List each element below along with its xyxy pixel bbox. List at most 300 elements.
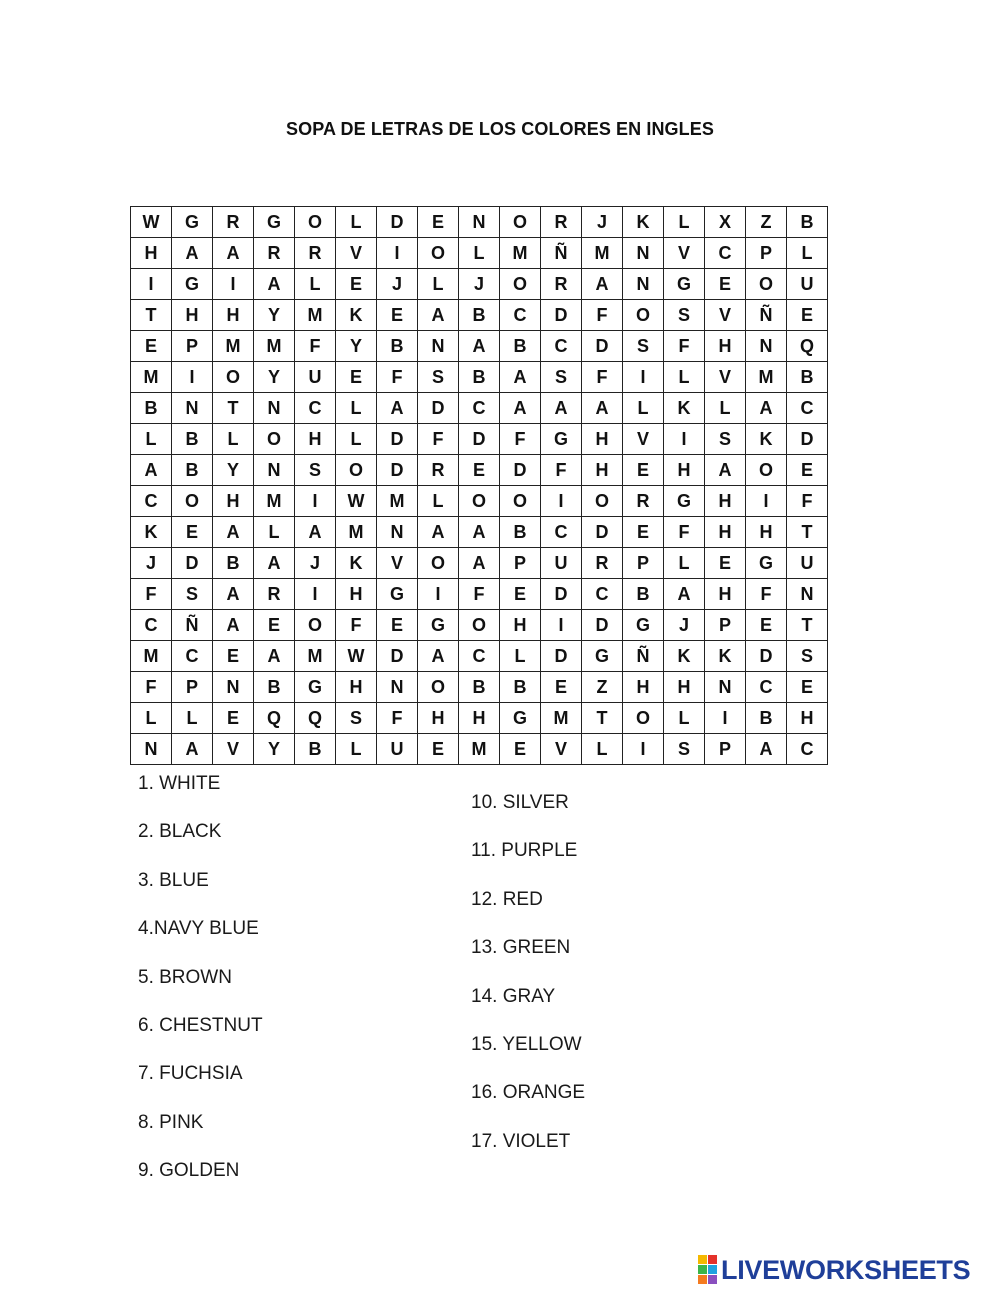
grid-cell: X xyxy=(705,207,746,238)
word-list-item: 8. PINK xyxy=(138,1111,204,1133)
grid-cell: G xyxy=(541,424,582,455)
grid-cell: E xyxy=(254,610,295,641)
word-list-item: 10. SILVER xyxy=(471,792,569,813)
grid-row xyxy=(131,548,828,579)
grid-cell: I xyxy=(377,238,418,269)
grid-cell: U xyxy=(787,269,828,300)
grid-cell: E xyxy=(377,610,418,641)
grid-cell: L xyxy=(705,393,746,424)
grid-cell: T xyxy=(582,703,623,734)
grid-cell: Q xyxy=(295,703,336,734)
grid-cell: L xyxy=(254,517,295,548)
grid-row xyxy=(131,672,828,703)
grid-cell: E xyxy=(336,362,377,393)
grid-cell: P xyxy=(172,672,213,703)
grid-cell: F xyxy=(377,362,418,393)
grid-cell: E xyxy=(705,269,746,300)
word-list-item: 15. YELLOW xyxy=(471,1033,582,1055)
grid-cell: K xyxy=(705,641,746,672)
grid-cell: L xyxy=(172,703,213,734)
grid-cell: J xyxy=(664,610,705,641)
grid-cell: O xyxy=(254,424,295,455)
word-list-item: 13. GREEN xyxy=(471,937,571,959)
grid-cell: H xyxy=(336,672,377,703)
grid-row xyxy=(131,362,828,393)
grid-cell: L xyxy=(418,486,459,517)
grid-cell: U xyxy=(377,734,418,765)
grid-cell: M xyxy=(500,238,541,269)
grid-cell: S xyxy=(336,703,377,734)
grid-cell: D xyxy=(377,455,418,486)
grid-cell: V xyxy=(541,734,582,765)
grid-cell: L xyxy=(131,424,172,455)
grid-cell: R xyxy=(295,238,336,269)
grid-cell: G xyxy=(746,548,787,579)
grid-cell: E xyxy=(500,579,541,610)
grid-cell: M xyxy=(582,238,623,269)
grid-cell: K xyxy=(336,548,377,579)
grid-cell: V xyxy=(705,362,746,393)
logo-square xyxy=(708,1275,717,1284)
grid-cell: F xyxy=(746,579,787,610)
grid-cell: H xyxy=(705,486,746,517)
word-list-item: 12. RED xyxy=(471,888,543,910)
grid-cell: V xyxy=(336,238,377,269)
grid-cell: L xyxy=(418,269,459,300)
grid-cell: D xyxy=(377,424,418,455)
grid-row xyxy=(131,269,828,300)
grid-cell: A xyxy=(418,300,459,331)
grid-row xyxy=(131,517,828,548)
grid-cell: M xyxy=(541,703,582,734)
grid-cell: I xyxy=(418,579,459,610)
word-list-item: 11. PURPLE xyxy=(471,840,578,862)
grid-cell: G xyxy=(582,641,623,672)
grid-cell: H xyxy=(418,703,459,734)
grid-cell: A xyxy=(582,269,623,300)
grid-cell: A xyxy=(500,362,541,393)
grid-cell: N xyxy=(254,393,295,424)
grid-cell: H xyxy=(787,703,828,734)
grid-cell: O xyxy=(746,455,787,486)
grid-cell: B xyxy=(459,672,500,703)
grid-cell: D xyxy=(459,424,500,455)
grid-cell: O xyxy=(500,207,541,238)
grid-cell: E xyxy=(213,703,254,734)
grid-cell: E xyxy=(172,517,213,548)
grid-cell: R xyxy=(254,238,295,269)
logo-square xyxy=(708,1255,717,1264)
grid-cell: B xyxy=(295,734,336,765)
grid-cell: F xyxy=(336,610,377,641)
grid-cell: D xyxy=(377,207,418,238)
grid-cell: K xyxy=(623,207,664,238)
grid-cell: L xyxy=(295,269,336,300)
grid-cell: M xyxy=(377,486,418,517)
grid-cell: N xyxy=(623,238,664,269)
grid-cell: F xyxy=(459,579,500,610)
grid-cell: W xyxy=(336,486,377,517)
grid-cell: A xyxy=(582,393,623,424)
grid-cell: I xyxy=(541,486,582,517)
grid-cell: H xyxy=(213,486,254,517)
grid-cell: L xyxy=(213,424,254,455)
grid-cell: E xyxy=(418,734,459,765)
grid-cell: A xyxy=(172,734,213,765)
grid-cell: R xyxy=(254,579,295,610)
grid-cell: P xyxy=(500,548,541,579)
grid-row xyxy=(131,486,828,517)
grid-cell: A xyxy=(172,238,213,269)
grid-cell: B xyxy=(787,362,828,393)
grid-cell: I xyxy=(172,362,213,393)
grid-cell: F xyxy=(418,424,459,455)
grid-cell: E xyxy=(787,300,828,331)
grid-row xyxy=(131,734,828,765)
grid-cell: R xyxy=(541,269,582,300)
grid-cell: L xyxy=(664,548,705,579)
grid-cell: I xyxy=(541,610,582,641)
word-list-item: 1. WHITE xyxy=(138,773,221,794)
grid-cell: C xyxy=(787,393,828,424)
grid-cell: A xyxy=(377,393,418,424)
grid-cell: F xyxy=(377,703,418,734)
grid-cell: O xyxy=(623,703,664,734)
grid-cell: E xyxy=(418,207,459,238)
grid-cell: H xyxy=(664,455,705,486)
grid-cell: H xyxy=(746,517,787,548)
grid-cell: M xyxy=(213,331,254,362)
grid-cell: D xyxy=(541,579,582,610)
grid-cell: F xyxy=(541,455,582,486)
grid-row xyxy=(131,579,828,610)
grid-cell: A xyxy=(664,579,705,610)
grid-cell: N xyxy=(787,579,828,610)
grid-cell: A xyxy=(541,393,582,424)
grid-cell: M xyxy=(459,734,500,765)
grid-cell: Q xyxy=(787,331,828,362)
grid-cell: A xyxy=(705,455,746,486)
grid-cell: D xyxy=(541,641,582,672)
grid-row xyxy=(131,641,828,672)
grid-cell: H xyxy=(582,424,623,455)
grid-cell: F xyxy=(500,424,541,455)
grid-cell: D xyxy=(582,517,623,548)
grid-cell: F xyxy=(582,300,623,331)
grid-cell: N xyxy=(459,207,500,238)
grid-cell: F xyxy=(582,362,623,393)
grid-cell: M xyxy=(336,517,377,548)
grid-cell: A xyxy=(213,579,254,610)
grid-cell: O xyxy=(459,610,500,641)
grid-cell: K xyxy=(746,424,787,455)
grid-cell: Y xyxy=(254,734,295,765)
grid-cell: Ñ xyxy=(172,610,213,641)
grid-cell: O xyxy=(295,610,336,641)
grid-cell: C xyxy=(295,393,336,424)
grid-cell: S xyxy=(787,641,828,672)
word-list-right xyxy=(471,792,585,1179)
word-search-grid xyxy=(130,206,828,765)
page-title: SOPA DE LETRAS DE LOS COLORES EN INGLES xyxy=(286,119,714,139)
grid-cell: S xyxy=(705,424,746,455)
grid-cell: L xyxy=(664,207,705,238)
grid-row xyxy=(131,207,828,238)
grid-cell: H xyxy=(623,672,664,703)
grid-cell: F xyxy=(295,331,336,362)
grid-row xyxy=(131,455,828,486)
grid-cell: D xyxy=(582,331,623,362)
logo-square xyxy=(708,1265,717,1274)
grid-cell: P xyxy=(705,610,746,641)
grid-cell: Q xyxy=(254,703,295,734)
grid-cell: T xyxy=(787,517,828,548)
grid-cell: D xyxy=(746,641,787,672)
grid-cell: C xyxy=(459,641,500,672)
grid-cell: B xyxy=(459,300,500,331)
grid-cell: F xyxy=(131,579,172,610)
grid-cell: Ñ xyxy=(541,238,582,269)
grid-cell: O xyxy=(746,269,787,300)
grid-cell: A xyxy=(213,517,254,548)
grid-row xyxy=(131,238,828,269)
grid-cell: B xyxy=(787,207,828,238)
grid-cell: B xyxy=(746,703,787,734)
grid-cell: N xyxy=(705,672,746,703)
grid-cell: G xyxy=(172,269,213,300)
grid-cell: E xyxy=(705,548,746,579)
grid-cell: E xyxy=(787,672,828,703)
grid-cell: L xyxy=(623,393,664,424)
grid-cell: A xyxy=(254,548,295,579)
grid-cell: O xyxy=(500,269,541,300)
grid-cell: V xyxy=(213,734,254,765)
grid-cell: O xyxy=(582,486,623,517)
grid-row xyxy=(131,703,828,734)
grid-cell: D xyxy=(500,455,541,486)
grid-cell: G xyxy=(172,207,213,238)
grid-cell: E xyxy=(459,455,500,486)
grid-cell: A xyxy=(500,393,541,424)
grid-cell: E xyxy=(500,734,541,765)
grid-row xyxy=(131,300,828,331)
grid-cell: C xyxy=(746,672,787,703)
grid-cell: C xyxy=(459,393,500,424)
logo-mark-icon xyxy=(698,1255,718,1285)
grid-cell: W xyxy=(336,641,377,672)
grid-cell: P xyxy=(746,238,787,269)
grid-cell: M xyxy=(131,641,172,672)
grid-cell: H xyxy=(705,331,746,362)
grid-cell: A xyxy=(418,641,459,672)
grid-cell: R xyxy=(582,548,623,579)
grid-cell: A xyxy=(459,548,500,579)
word-list-item: 17. VIOLET xyxy=(471,1130,571,1152)
grid-cell: I xyxy=(131,269,172,300)
word-list-left xyxy=(138,773,263,1209)
grid-cell: O xyxy=(500,486,541,517)
grid-cell: S xyxy=(623,331,664,362)
grid-cell: A xyxy=(459,517,500,548)
grid-cell: M xyxy=(254,486,295,517)
grid-cell: D xyxy=(172,548,213,579)
grid-cell: L xyxy=(500,641,541,672)
grid-cell: C xyxy=(131,486,172,517)
grid-row xyxy=(131,393,828,424)
grid-cell: F xyxy=(787,486,828,517)
word-list-item: 2. BLACK xyxy=(138,821,222,843)
grid-cell: D xyxy=(582,610,623,641)
grid-cell: L xyxy=(459,238,500,269)
word-list-item: 6. CHESTNUT xyxy=(138,1014,263,1036)
grid-cell: A xyxy=(418,517,459,548)
grid-cell: L xyxy=(336,207,377,238)
grid-cell: G xyxy=(500,703,541,734)
grid-cell: O xyxy=(418,548,459,579)
word-list-item: 9. GOLDEN xyxy=(138,1160,240,1182)
grid-cell: H xyxy=(705,517,746,548)
grid-cell: E xyxy=(623,517,664,548)
grid-cell: Y xyxy=(336,331,377,362)
grid-cell: L xyxy=(131,703,172,734)
grid-cell: R xyxy=(213,207,254,238)
grid-cell: I xyxy=(295,486,336,517)
grid-cell: Z xyxy=(582,672,623,703)
grid-cell: K xyxy=(664,393,705,424)
grid-cell: O xyxy=(295,207,336,238)
grid-cell: Ñ xyxy=(623,641,664,672)
grid-cell: C xyxy=(541,517,582,548)
grid-cell: J xyxy=(131,548,172,579)
grid-cell: J xyxy=(459,269,500,300)
grid-cell: M xyxy=(131,362,172,393)
grid-cell: L xyxy=(787,238,828,269)
word-list-item: 7. FUCHSIA xyxy=(138,1063,243,1085)
grid-cell: H xyxy=(213,300,254,331)
grid-cell: C xyxy=(787,734,828,765)
grid-cell: U xyxy=(787,548,828,579)
grid-cell: D xyxy=(377,641,418,672)
grid-cell: B xyxy=(254,672,295,703)
grid-cell: M xyxy=(295,641,336,672)
grid-cell: B xyxy=(500,331,541,362)
grid-cell: R xyxy=(418,455,459,486)
grid-cell: G xyxy=(664,269,705,300)
grid-cell: B xyxy=(500,517,541,548)
grid-cell: O xyxy=(172,486,213,517)
grid-cell: N xyxy=(377,517,418,548)
grid-cell: E xyxy=(623,455,664,486)
grid-cell: N xyxy=(131,734,172,765)
grid-cell: P xyxy=(705,734,746,765)
grid-cell: G xyxy=(254,207,295,238)
grid-cell: S xyxy=(664,734,705,765)
grid-cell: A xyxy=(213,610,254,641)
grid-cell: O xyxy=(418,238,459,269)
liveworksheets-logo xyxy=(698,1255,970,1285)
grid-cell: I xyxy=(295,579,336,610)
grid-cell: F xyxy=(664,517,705,548)
grid-cell: I xyxy=(623,734,664,765)
grid-cell: B xyxy=(213,548,254,579)
grid-cell: A xyxy=(746,734,787,765)
grid-cell: T xyxy=(787,610,828,641)
grid-cell: H xyxy=(582,455,623,486)
grid-cell: I xyxy=(705,703,746,734)
grid-cell: C xyxy=(705,238,746,269)
grid-cell: H xyxy=(459,703,500,734)
grid-cell: W xyxy=(131,207,172,238)
grid-cell: S xyxy=(541,362,582,393)
grid-cell: Y xyxy=(213,455,254,486)
grid-cell: P xyxy=(172,331,213,362)
grid-cell: N xyxy=(213,672,254,703)
grid-cell: E xyxy=(787,455,828,486)
grid-cell: D xyxy=(418,393,459,424)
grid-cell: H xyxy=(705,579,746,610)
grid-cell: G xyxy=(377,579,418,610)
grid-cell: N xyxy=(172,393,213,424)
grid-cell: S xyxy=(295,455,336,486)
grid-cell: I xyxy=(623,362,664,393)
grid-cell: J xyxy=(295,548,336,579)
grid-cell: H xyxy=(336,579,377,610)
word-list-item: 3. BLUE xyxy=(138,869,209,891)
grid-cell: E xyxy=(746,610,787,641)
grid-cell: B xyxy=(131,393,172,424)
grid-cell: O xyxy=(213,362,254,393)
grid-cell: L xyxy=(336,734,377,765)
grid-cell: E xyxy=(131,331,172,362)
logo-text: LIVEWORKSHEETS xyxy=(721,1254,971,1285)
grid-cell: B xyxy=(172,424,213,455)
grid-row xyxy=(131,610,828,641)
grid-cell: G xyxy=(418,610,459,641)
grid-cell: J xyxy=(582,207,623,238)
grid-cell: O xyxy=(418,672,459,703)
grid-cell: C xyxy=(172,641,213,672)
grid-cell: B xyxy=(459,362,500,393)
grid-cell: E xyxy=(336,269,377,300)
grid-cell: C xyxy=(500,300,541,331)
grid-cell: L xyxy=(336,393,377,424)
grid-cell: E xyxy=(541,672,582,703)
grid-cell: U xyxy=(295,362,336,393)
grid-cell: M xyxy=(254,331,295,362)
grid-cell: L xyxy=(582,734,623,765)
grid-cell: E xyxy=(377,300,418,331)
grid-row xyxy=(131,331,828,362)
grid-cell: A xyxy=(746,393,787,424)
grid-cell: G xyxy=(623,610,664,641)
grid-cell: H xyxy=(500,610,541,641)
grid-cell: N xyxy=(746,331,787,362)
grid-cell: E xyxy=(213,641,254,672)
grid-cell: B xyxy=(500,672,541,703)
grid-cell: N xyxy=(377,672,418,703)
grid-cell: B xyxy=(377,331,418,362)
grid-cell: Ñ xyxy=(746,300,787,331)
grid-cell: B xyxy=(172,455,213,486)
grid-cell: F xyxy=(664,331,705,362)
grid-cell: K xyxy=(336,300,377,331)
grid-cell: V xyxy=(377,548,418,579)
word-list-item: 4.NAVY BLUE xyxy=(138,918,259,940)
grid-cell: F xyxy=(131,672,172,703)
grid-cell: G xyxy=(664,486,705,517)
grid-cell: T xyxy=(131,300,172,331)
grid-cell: A xyxy=(254,641,295,672)
